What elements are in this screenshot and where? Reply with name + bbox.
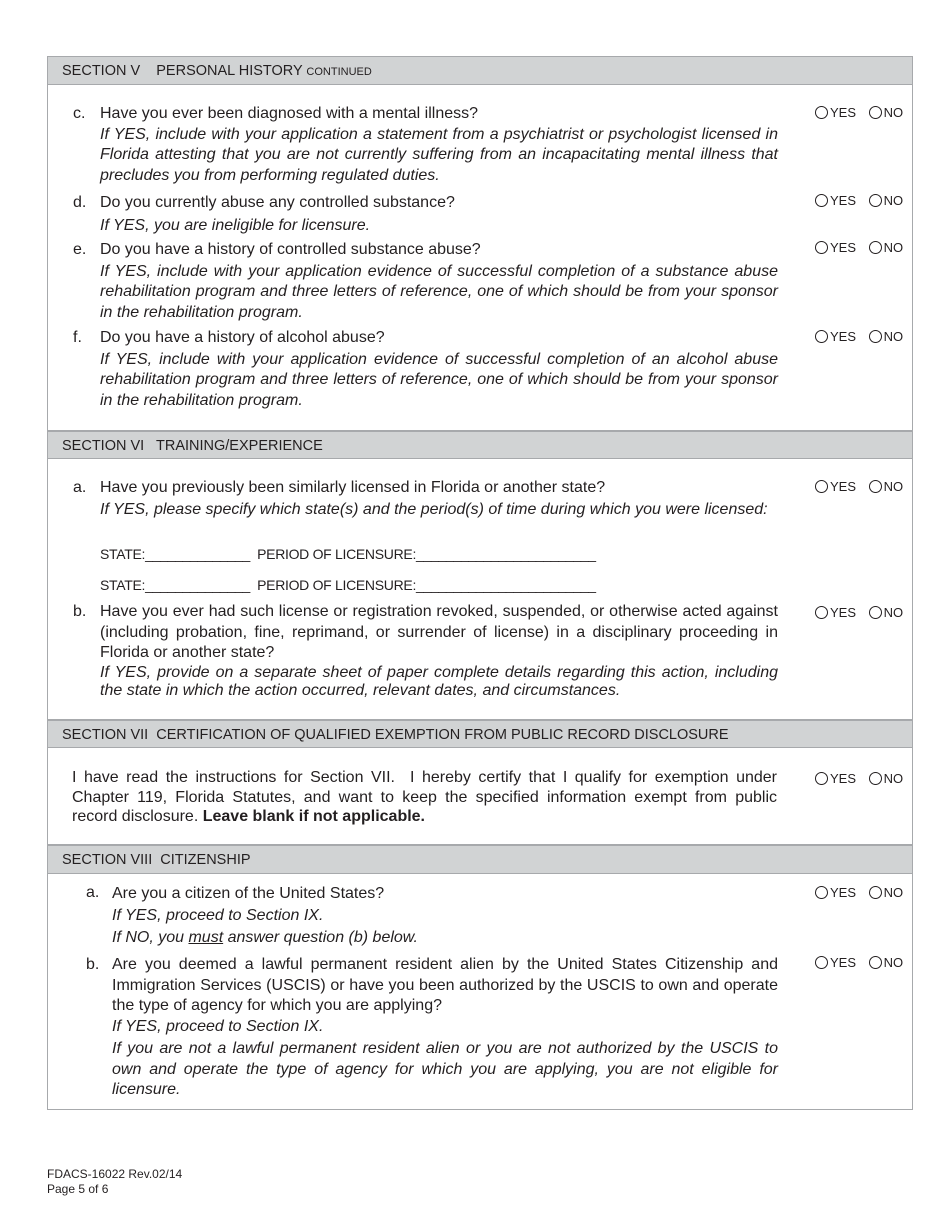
- question-f: [73, 328, 778, 412]
- question-e: [73, 240, 778, 324]
- radio-circle-icon[interactable]: [869, 480, 882, 493]
- yes-no-vi-b: [815, 605, 912, 622]
- question-note: If YES, include with your application evidence of successful completion of an alcohol abuse rehabilitation program and three letters of reference, one of which should be from your sponsor in the rehabilitation program.: [100, 350, 778, 409]
- question-text: Have you previously been similarly licensed in Florida or another state?: [100, 479, 606, 496]
- page-number: Page 5 of 6: [47, 1182, 109, 1196]
- radio-circle-icon[interactable]: [869, 241, 882, 254]
- radio-circle-icon[interactable]: [869, 194, 882, 207]
- radio-circle-icon[interactable]: [869, 772, 882, 785]
- radio-circle-icon[interactable]: [815, 956, 828, 969]
- no-option[interactable]: NO: [869, 885, 904, 900]
- question-text: Are you a citizen of the United States?: [112, 885, 385, 902]
- question-label: a.: [86, 884, 100, 901]
- question-label: e.: [73, 241, 87, 258]
- question-note-2: If you are not a lawful permanent resident alien or you are not authorized by the USCIS to own and operate the type of agency for which you are applying, you are not eligible for licensure.: [112, 1040, 778, 1098]
- yes-no-d: [815, 193, 912, 210]
- question-c: [73, 104, 778, 188]
- no-option[interactable]: NO: [869, 193, 904, 208]
- question-note: If YES, include with your application a statement from a psychiatrist or psychologist licensed in Florida attesting that you are not currently suffering from an incapacitating mental illness that precludes you from performing regulated duties.: [100, 125, 778, 184]
- state-licensure-line-1[interactable]: STATE:______________ PERIOD OF LICENSURE:________________________: [100, 546, 596, 562]
- question-label: f.: [73, 329, 82, 346]
- radio-circle-icon[interactable]: [815, 194, 828, 207]
- question-note-1: If YES, proceed to Section IX.: [112, 1017, 324, 1035]
- no-option[interactable]: NO: [869, 329, 904, 344]
- no-option[interactable]: NO: [869, 955, 904, 970]
- yes-no-vii: [815, 771, 912, 788]
- question-viii-a: [86, 883, 778, 949]
- radio-circle-icon[interactable]: [815, 886, 828, 899]
- state-licensure-line-2[interactable]: STATE:______________ PERIOD OF LICENSURE:________________________: [100, 577, 596, 593]
- question-note: If YES, include with your application evidence of successful completion of a substance abuse rehabilitation program and three letters of reference, one of which should be from your sponsor in the rehabilitation program.: [100, 262, 778, 321]
- yes-no-c: [815, 105, 912, 122]
- question-label: d.: [73, 194, 87, 211]
- question-note: If YES, provide on a separate sheet of paper complete details regarding this action, including the state in which the action occurred, relevant dates, and circumstances.: [100, 663, 778, 699]
- yes-option[interactable]: YES: [815, 479, 856, 494]
- radio-circle-icon[interactable]: [815, 241, 828, 254]
- radio-circle-icon[interactable]: [815, 106, 828, 119]
- section-v-title-suffix: CONTINUED: [306, 66, 372, 78]
- question-label: b.: [73, 603, 87, 620]
- question-d: [73, 193, 778, 237]
- question-viii-b: [86, 955, 778, 1101]
- radio-circle-icon[interactable]: [815, 330, 828, 343]
- question-note-1: If YES, proceed to Section IX.: [112, 907, 324, 924]
- section-vi-header: [47, 431, 913, 459]
- yes-option[interactable]: YES: [815, 105, 856, 120]
- yes-option[interactable]: YES: [815, 771, 856, 786]
- question-text: Do you have a history of controlled substance abuse?: [100, 241, 481, 258]
- section-vii-certification: [72, 768, 782, 828]
- certification-text: I have read the instructions for Section VII. I hereby certify that I qualify for exemption under Chapter 119, Florida Statutes, and want to keep the specified information exempt from public record disclosure.: [72, 769, 782, 825]
- question-note: If YES, you are ineligible for licensure.: [100, 216, 371, 234]
- section-viii-header: [47, 845, 913, 874]
- yes-option[interactable]: YES: [815, 885, 856, 900]
- question-text: Do you have a history of alcohol abuse?: [100, 329, 385, 346]
- yes-option[interactable]: YES: [815, 329, 856, 344]
- no-option[interactable]: NO: [869, 771, 904, 786]
- section-v-title: SECTION V PERSONAL HISTORY: [62, 63, 303, 79]
- section-vii-title: SECTION VII CERTIFICATION OF QUALIFIED EXEMPTION FROM PUBLIC RECORD DISCLOSURE: [62, 727, 729, 743]
- radio-circle-icon[interactable]: [815, 480, 828, 493]
- radio-circle-icon[interactable]: [815, 606, 828, 619]
- yes-no-viii-a: [815, 885, 912, 902]
- section-viii-title: SECTION VIII CITIZENSHIP: [62, 852, 251, 868]
- question-label: b.: [86, 956, 100, 973]
- no-option[interactable]: NO: [869, 479, 904, 494]
- yes-option[interactable]: YES: [815, 605, 856, 620]
- footer: [47, 1167, 182, 1197]
- radio-circle-icon[interactable]: [869, 330, 882, 343]
- question-text: Are you deemed a lawful permanent resident alien by the United States Citizenship and Immigration Services (USCIS) or have you been authorized by the USCIS to own and operate the type of agency for which you are applying?: [112, 956, 778, 1014]
- radio-circle-icon[interactable]: [869, 606, 882, 619]
- question-label: c.: [73, 105, 86, 122]
- yes-option[interactable]: YES: [815, 240, 856, 255]
- section-v-header: [47, 56, 913, 85]
- no-option[interactable]: NO: [869, 605, 904, 620]
- yes-no-e: [815, 240, 912, 257]
- yes-option[interactable]: YES: [815, 955, 856, 970]
- radio-circle-icon[interactable]: [815, 772, 828, 785]
- section-vi-title: SECTION VI TRAINING/EXPERIENCE: [62, 438, 323, 454]
- no-option[interactable]: NO: [869, 240, 904, 255]
- yes-no-vi-a: [815, 479, 912, 496]
- question-label: a.: [73, 479, 87, 496]
- radio-circle-icon[interactable]: [869, 886, 882, 899]
- yes-option[interactable]: YES: [815, 193, 856, 208]
- yes-no-f: [815, 329, 912, 346]
- yes-no-viii-b: [815, 955, 912, 972]
- question-text: Have you ever had such license or registration revoked, suspended, or otherwise acted against (including probation, fine, reprimand, or surrender of license) in a disciplinary proceeding in Florida or another state?: [100, 603, 778, 661]
- form-id: FDACS-16022 Rev.02/14: [47, 1167, 183, 1181]
- question-note: If YES, please specify which state(s) and the period(s) of time during which you were licensed:: [100, 500, 768, 518]
- question-note-2: If NO, you must answer question (b) below.: [112, 929, 418, 946]
- radio-circle-icon[interactable]: [869, 106, 882, 119]
- question-vi-b: [73, 602, 778, 702]
- radio-circle-icon[interactable]: [869, 956, 882, 969]
- question-text: Have you ever been diagnosed with a mental illness?: [100, 105, 479, 122]
- certification-bold-note: Leave blank if not applicable.: [202, 808, 425, 825]
- question-vi-a: [73, 478, 778, 542]
- no-option[interactable]: NO: [869, 105, 904, 120]
- question-text: Do you currently abuse any controlled substance?: [100, 194, 455, 211]
- section-vii-header: [47, 720, 913, 748]
